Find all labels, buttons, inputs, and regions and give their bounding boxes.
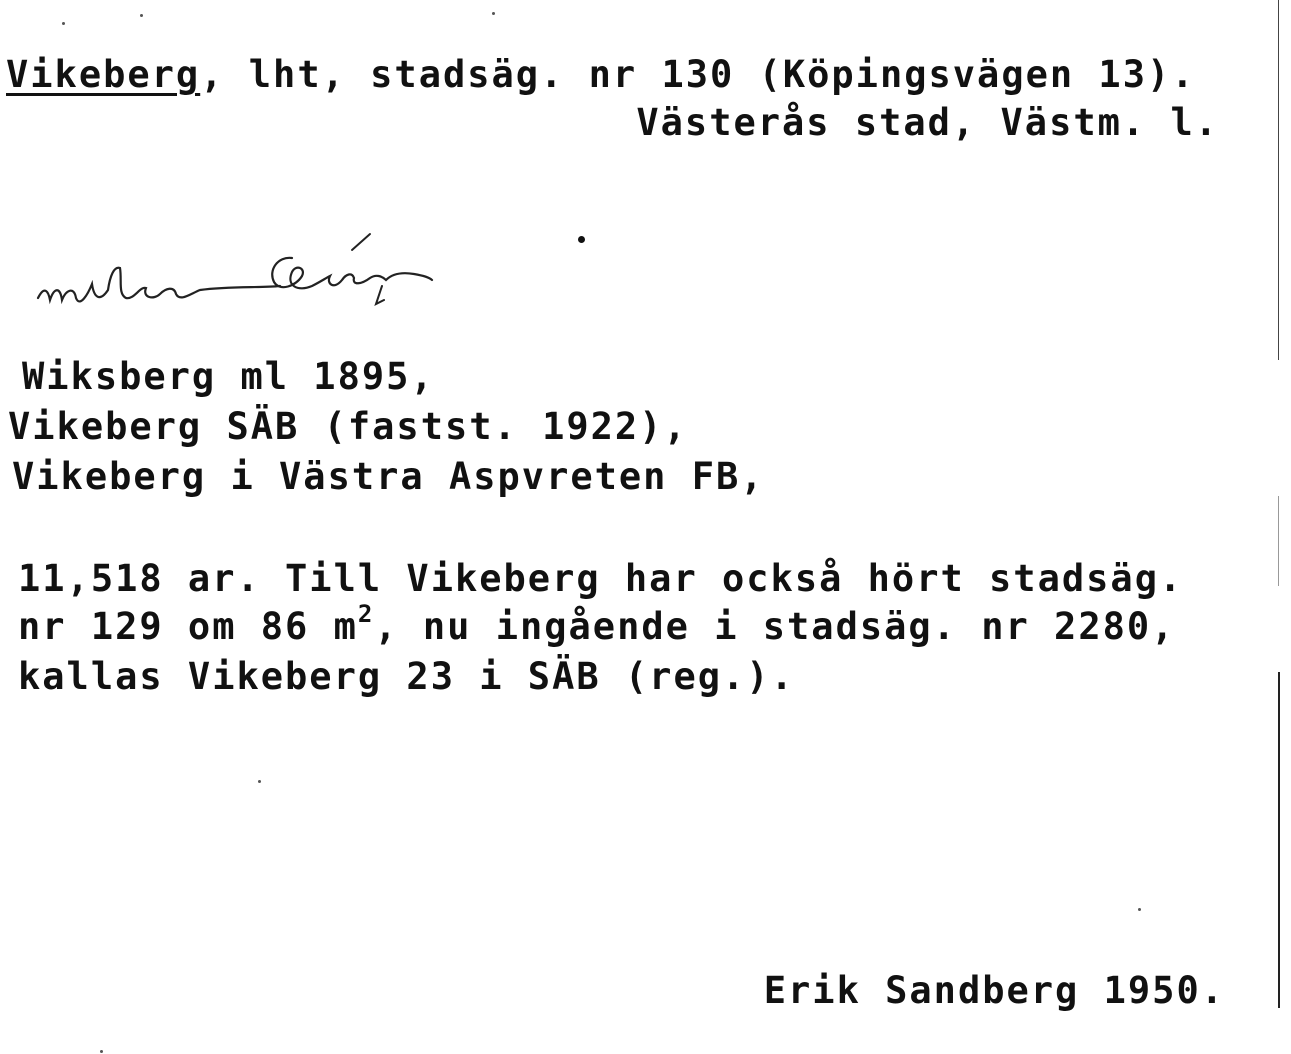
- card-edge: [1278, 496, 1279, 586]
- body-line-2-post: , nu ingående i stadsäg. nr 2280,: [374, 605, 1176, 648]
- header-line-1: [6, 53, 1196, 96]
- form-line: Vikeberg SÄB (fastst. 1922),: [8, 405, 688, 448]
- scan-speck: [100, 1050, 103, 1053]
- scan-speck: [492, 12, 495, 15]
- signature: Erik Sandberg 1950.: [763, 969, 1225, 1012]
- form-line: Wiksberg ml 1895,: [22, 355, 435, 398]
- ink-mark: [578, 236, 585, 243]
- scan-speck: [1138, 908, 1141, 911]
- handwritten-note: [30, 228, 440, 328]
- scan-speck: [140, 14, 143, 17]
- header-line-1-rest: , lht, stadsäg. nr 130 (Köpingsvägen 13).: [200, 53, 1196, 96]
- body-line-1: 11,518 ar. Till Vikeberg har också hört stadsäg.: [18, 557, 1184, 600]
- scan-speck: [258, 780, 261, 783]
- scan-speck: [62, 22, 65, 25]
- card-edge: [1278, 0, 1279, 360]
- superscript: 2: [357, 600, 375, 628]
- body-line-2: [18, 600, 1176, 648]
- form-line: Vikeberg i Västra Aspvreten FB,: [12, 455, 765, 498]
- header-line-2: Västerås stad, Västm. l.: [636, 101, 1219, 144]
- place-name: Vikeberg: [6, 53, 201, 96]
- body-line-2-pre: nr 129 om 86 m: [18, 605, 358, 648]
- body-line-3: kallas Vikeberg 23 i SÄB (reg.).: [18, 655, 795, 698]
- card-edge: [1278, 672, 1280, 1008]
